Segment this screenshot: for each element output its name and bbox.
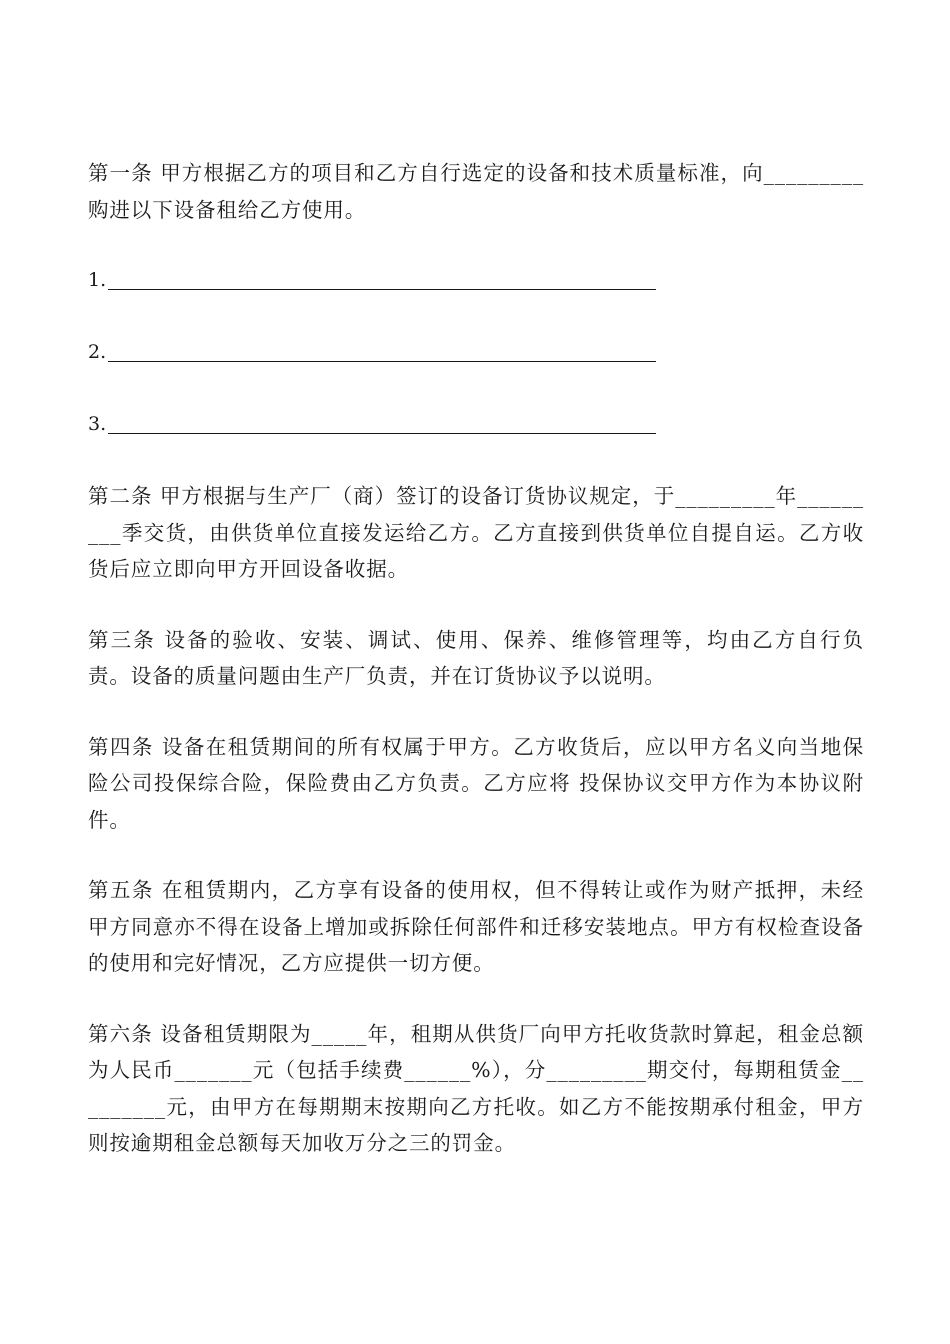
- equipment-line-number: 3.: [88, 413, 107, 435]
- article-6: 第六条 设备租赁期限为_____年，租期从供货厂向甲方托收货款时算起，租金总额为人民币_______元（包括手续费______%），分_________期交付，每期租赁金_________元，由甲方在每期期末按期向乙方托收。如乙方不能按期承付租金，甲方则按逾期租金总额每天加收万分之三的罚金。: [88, 1021, 864, 1155]
- blank-line: [108, 433, 656, 434]
- equipment-list: [88, 262, 864, 442]
- blank-line: [108, 361, 656, 362]
- equipment-line-number: 1.: [88, 269, 107, 291]
- article-2: 第二条 甲方根据与生产厂（商）签订的设备订货协议规定，于_________年_________季交货，由供货单位直接发运给乙方。乙方直接到供货单位自提自运。乙方收货后应立即向甲方开回设备收据。: [88, 484, 864, 581]
- article-5: 第五条 在租赁期内，乙方享有设备的使用权，但不得转让或作为财产抵押，未经甲方同意亦不得在设备上增加或拆除任何部件和迁移安装地点。甲方有权检查设备的使用和完好情况，乙方应提供一切方便。: [88, 878, 864, 975]
- equipment-line-number: 2.: [88, 341, 107, 363]
- equipment-line-2: [88, 334, 864, 370]
- article-1: 第一条 甲方根据乙方的项目和乙方自行选定的设备和技术质量标准，向_________购进以下设备租给乙方使用。: [88, 161, 864, 222]
- document-page: [88, 155, 864, 1196]
- article-4: 第四条 设备在租赁期间的所有权属于甲方。乙方收货后，应以甲方名义向当地保险公司投保综合险，保险费由乙方负责。乙方应将 投保协议交甲方作为本协议附件。: [88, 734, 864, 832]
- blank-line: [108, 289, 656, 290]
- equipment-line-3: [88, 406, 864, 442]
- article-3: 第三条 设备的验收、安装、调试、使用、保养、维修管理等，均由乙方自行负责。设备的质量问题由生产厂负责，并在订货协议予以说明。: [88, 627, 864, 688]
- equipment-line-1: [88, 262, 864, 298]
